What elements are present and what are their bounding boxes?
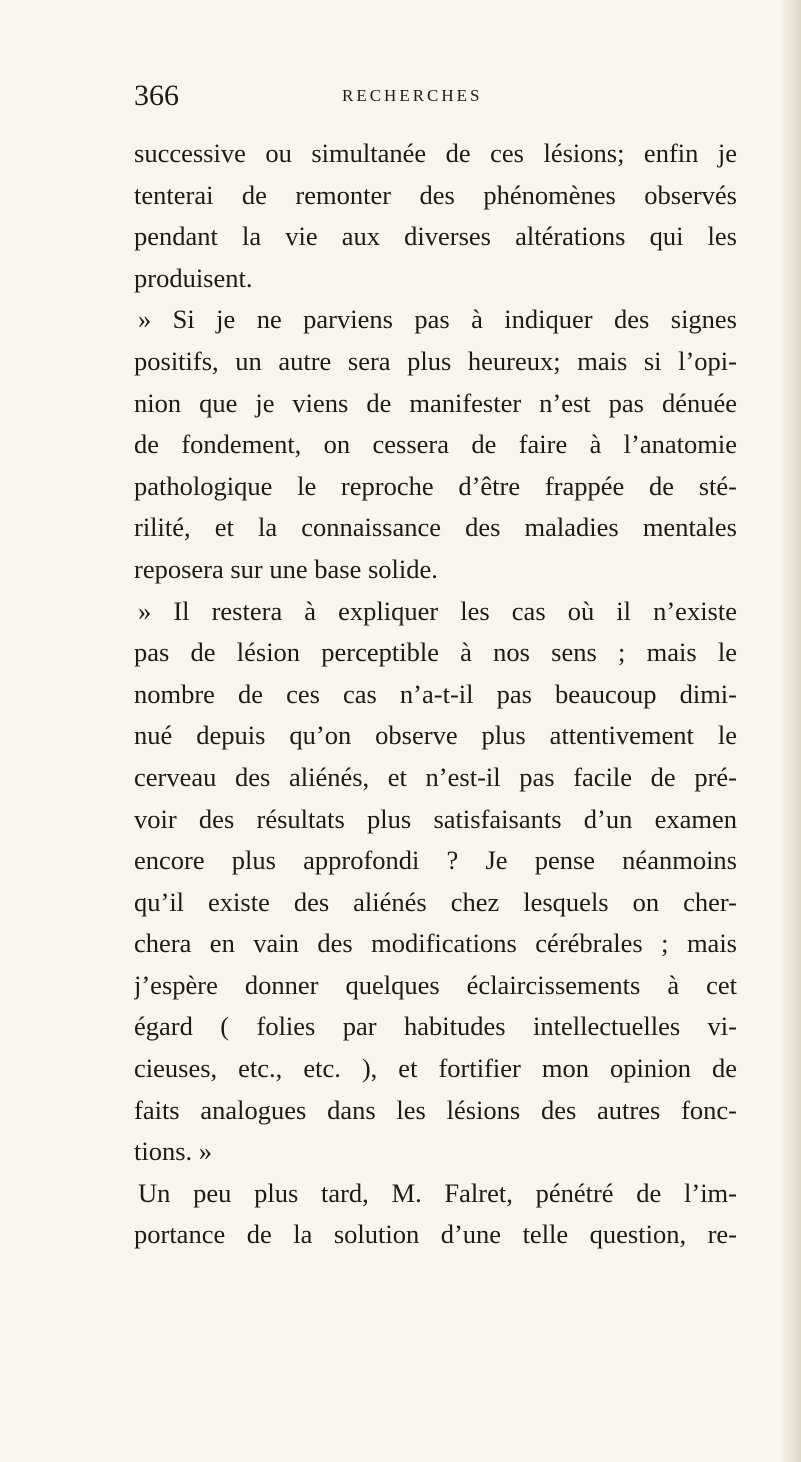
- text-line: de fondement, on cessera de faire à l’anatomie: [134, 429, 737, 460]
- text-line: positifs, un autre sera plus heureux; mais si l’opi-: [134, 345, 737, 376]
- text-line: portance de la solution d’une telle question, re-: [134, 1219, 737, 1250]
- text-line: Un peu plus tard, M. Falret, pénétré de l’im-: [138, 1177, 737, 1208]
- text-line: encore plus approfondi ? Je pense néanmoins: [134, 845, 737, 876]
- text-line: nué depuis qu’on observe plus attentivement le: [134, 720, 737, 751]
- text-line: j’espère donner quelques éclaircissements à cet: [134, 969, 737, 1000]
- text-line: tions. »: [134, 1136, 213, 1167]
- text-line: successive ou simultanée de ces lésions; enfin je: [134, 138, 737, 168]
- text-line: » Si je ne parviens pas à indiquer des signes: [138, 304, 737, 335]
- page-number: 366: [134, 79, 179, 112]
- text-line: pendant la vie aux diverses altérations qui les: [134, 221, 737, 252]
- text-line: rilité, et la connaissance des maladies mentales: [134, 512, 737, 543]
- page-edge-shadow: [781, 0, 801, 1462]
- text-line: égard ( folies par habitudes intellectuelles vi-: [134, 1011, 737, 1042]
- text-line: qu’il existe des aliénés chez lesquels on cher-: [134, 886, 737, 917]
- text-line: cieuses, etc., etc. ), et fortifier mon opinion de: [134, 1053, 737, 1084]
- text-line: chera en vain des modifications cérébrales ; mais: [134, 928, 737, 959]
- text-line: faits analogues dans les lésions des autres fonc-: [134, 1094, 737, 1125]
- text-line: produisent.: [134, 262, 253, 293]
- text-line: nion que je viens de manifester n’est pas dénuée: [134, 387, 737, 418]
- body-text: [134, 133, 737, 1256]
- page-header: [134, 76, 694, 116]
- text-line: nombre de ces cas n’a-t-il pas beaucoup dimi-: [134, 678, 737, 709]
- text-line: voir des résultats plus satisfaisants d’un examen: [134, 803, 737, 834]
- text-line: reposera sur une base solide.: [134, 553, 438, 584]
- running-head: RECHERCHES: [342, 86, 483, 105]
- text-line: » Il restera à expliquer les cas où il n’existe: [138, 595, 737, 626]
- text-line: cerveau des aliénés, et n’est-il pas facile de pré-: [134, 761, 737, 792]
- text-line: pathologique le reproche d’être frappée de sté-: [134, 470, 737, 501]
- text-line: tenterai de remonter des phénomènes observés: [134, 179, 737, 210]
- text-line: pas de lésion perceptible à nos sens ; mais le: [134, 637, 737, 668]
